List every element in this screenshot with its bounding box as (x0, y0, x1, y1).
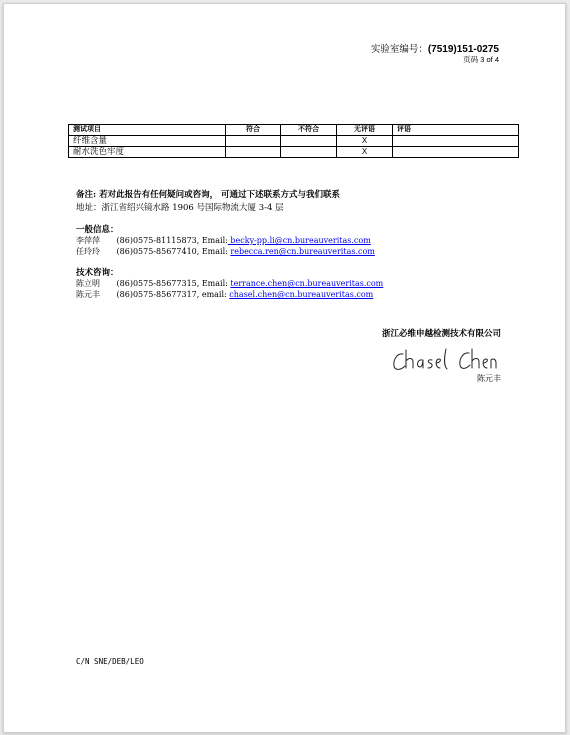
contact-email-link[interactable]: rebecca.ren@cn.bureauveritas.com (230, 247, 375, 256)
footer-code: C/N SNE/DEB/LEO (76, 657, 144, 666)
cell-fail (281, 136, 337, 147)
contact-phone: (86)0575-85677315, Email: (116, 279, 228, 288)
contact-line (76, 246, 375, 257)
cell-comment (393, 147, 519, 158)
lab-number: (7519)151-0275 (427, 44, 499, 55)
contact-email-link[interactable]: becky-pp.li@cn.bureauveritas.com (227, 236, 371, 245)
contact-line (76, 278, 383, 289)
company-name: 浙江必维申越检测技术有限公司 (381, 329, 501, 339)
cell-pass (226, 136, 281, 147)
contact-email-link[interactable]: chasel.chen@cn.bureauveritas.com (229, 290, 374, 299)
general-info-title: 一般信息： (76, 225, 119, 235)
lab-number-label: 实验室编号： (370, 44, 428, 55)
contact-phone: (86)0575-81115873, Email: (116, 236, 228, 245)
contact-phone: (86)0575-85677317, email: (116, 290, 227, 299)
page-number: 页码 3 of 4 (463, 55, 499, 64)
cell-test-item: 纤维含量 (69, 136, 226, 147)
contact-email-link[interactable]: terrance.chen@cn.bureauveritas.com (230, 279, 384, 288)
signatory-name: 陈元丰 (477, 374, 501, 383)
contact-name: 陈立明 (76, 279, 100, 288)
table-row (69, 136, 519, 147)
header-comment: 评语 (393, 125, 519, 136)
cell-no-comment: X (337, 136, 393, 147)
handwritten-signature (389, 344, 499, 374)
header-pass: 符合 (226, 125, 281, 136)
contact-name: 李萍萍 (76, 236, 100, 245)
table-row (69, 147, 519, 158)
contact-phone: (86)0575-85677410, Email: (116, 247, 228, 256)
address-text: 地址：浙江省绍兴镜水路 1906 号国际物流大厦 3-4 层 (76, 203, 284, 213)
remark-text: 备注: 若对此报告有任何疑问或咨询， 可通过下述联系方式与我们联系 (76, 190, 341, 200)
contact-line (76, 235, 371, 246)
cell-fail (281, 147, 337, 158)
document-page (3, 3, 566, 733)
header-fail: 不符合 (281, 125, 337, 136)
header-test-item: 测试项目 (69, 125, 226, 136)
contact-name: 任玲玲 (76, 247, 100, 256)
technical-info-title: 技术咨询： (76, 268, 119, 278)
results-table (68, 124, 519, 158)
cell-no-comment: X (337, 147, 393, 158)
lab-number-line (371, 41, 499, 55)
header-no-comment: 无评语 (337, 125, 393, 136)
cell-comment (393, 136, 519, 147)
cell-test-item: 耐水洗色牢度 (69, 147, 226, 158)
cell-pass (226, 147, 281, 158)
table-header-row (69, 125, 519, 136)
contact-name: 陈元丰 (76, 290, 100, 299)
contact-line (76, 289, 373, 300)
